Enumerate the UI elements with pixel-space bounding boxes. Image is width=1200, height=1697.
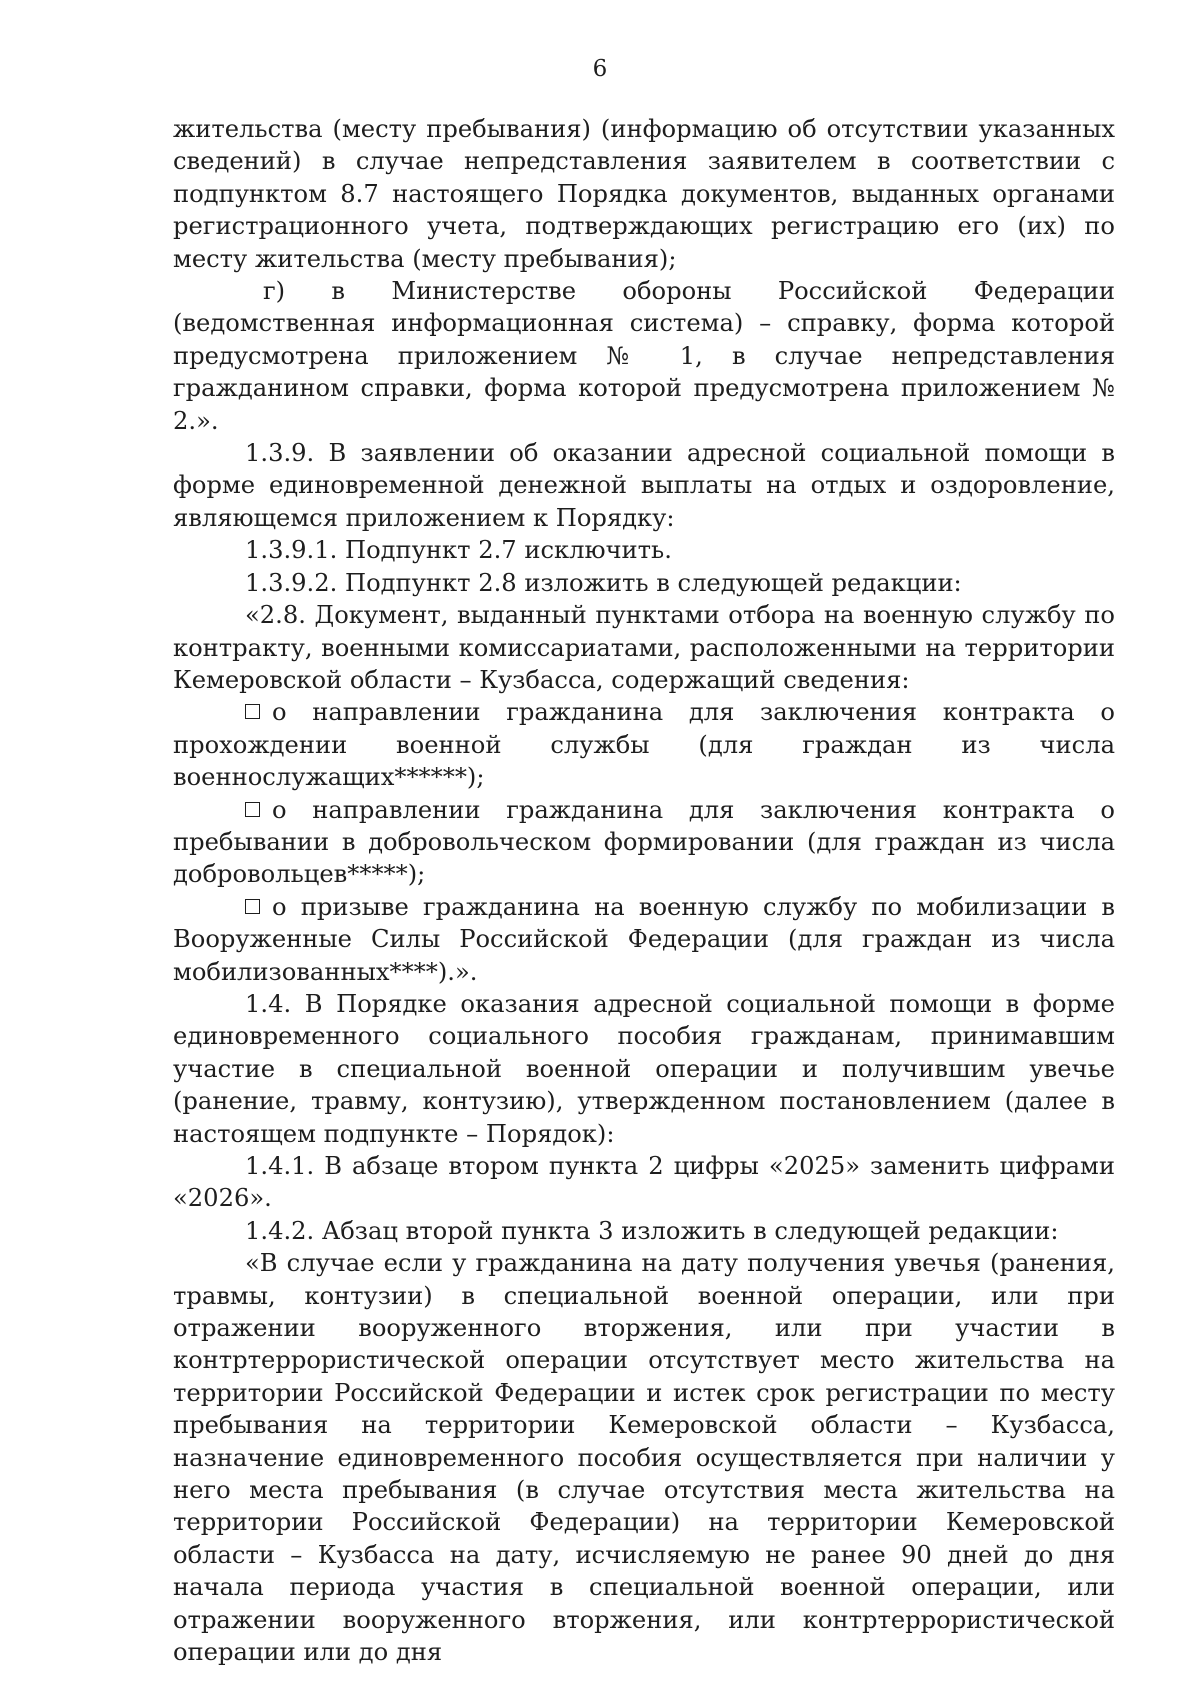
checkbox-square-icon: [245, 704, 260, 719]
bullet-item-military-service: [173, 696, 1115, 793]
bullet-text: о направлении гражданина для заключения контракта о прохождении военной службы (для граждан из числа военнослужащих******);: [173, 698, 1115, 792]
paragraph-2-8: «2.8. Документ, выданный пунктами отбора на военную службу по контракту, военными комиссариатами, расположенными на территории Кемеровской области – Кузбасса, содержащий сведения:: [173, 601, 1115, 694]
paragraph-quoted-amendment: «В случае если у гражданина на дату получения увечья (ранения, травмы, контузии) в специальной военной операции, или при отражении вооруженного вторжения, или при участии в контртеррористической операции отсутствует место жительства на территории Российской Федерации и истек срок регистрации по месту пребывания на территории Кемеровской области – Кузбасса, назначение единовременного пособия осуществляется при наличии у него места пребывания (в случае отсутствия места жительства на территории Российской Федерации) на территории Кемеровской области – Кузбасса на дату, исчисляемую не ранее 90 дней до дня начала периода участия в специальной военной операции, или отражении вооруженного вторжения, или контртеррористической операции или до дня: [173, 1249, 1115, 1667]
paragraph-1-3-9-1: 1.3.9.1. Подпункт 2.7 исключить.: [245, 536, 672, 565]
page-number: 6: [592, 56, 608, 82]
paragraph-1-4-1: 1.4.1. В абзаце втором пункта 2 цифры «2025» заменить цифрами «2026».: [173, 1152, 1115, 1213]
paragraph-residence-info: жительства (месту пребывания) (информацию об отсутствии указанных сведений) в случае непредставления заявителем в соответствии с подпунктом 8.7 настоящего Порядка документов, выданных органами регистрационного учета, подтверждающих регистрацию его (их) по месту жительства (месту пребывания);: [173, 115, 1115, 273]
bullet-text: о призыве гражданина на военную службу по мобилизации в Вооруженные Силы Российской Федерации (для граждан из числа мобилизованных****).».: [173, 892, 1115, 986]
bullet-item-volunteer: [173, 794, 1115, 891]
checkbox-square-icon: [245, 802, 260, 817]
document-body: [173, 113, 1115, 1669]
paragraph-1-4: 1.4. В Порядке оказания адресной социальной помощи в форме единовременного социального пособия гражданам, принимавшим участие в специальной военной операции и получившим увечье (ранение, травму, контузию), утвержденном постановлением (далее в настоящем подпункте – Порядок):: [173, 989, 1115, 1148]
bullet-item-mobilization: [173, 891, 1115, 988]
bullet-text: о направлении гражданина для заключения контракта о пребывании в добровольческом формировании (для граждан из числа добровольцев*****);: [173, 795, 1115, 889]
paragraph-item-g: г) в Министерстве обороны Российской Федерации (ведомственная информационная система) – справку, форма которой предусмотрена приложением № 1, в случае непредставления гражданином справки, форма которой предусмотрена приложением № 2.».: [173, 277, 1115, 435]
paragraph-1-4-2: 1.4.2. Абзац второй пункта 3 изложить в следующей редакции:: [245, 1216, 1059, 1245]
paragraph-1-3-9: 1.3.9. В заявлении об оказании адресной социальной помощи в форме единовременной денежной выплаты на отдых и оздоровление, являющемся приложением к Порядку:: [173, 439, 1115, 532]
paragraph-1-3-9-2: 1.3.9.2. Подпункт 2.8 изложить в следующей редакции:: [245, 568, 962, 597]
checkbox-square-icon: [245, 899, 260, 914]
